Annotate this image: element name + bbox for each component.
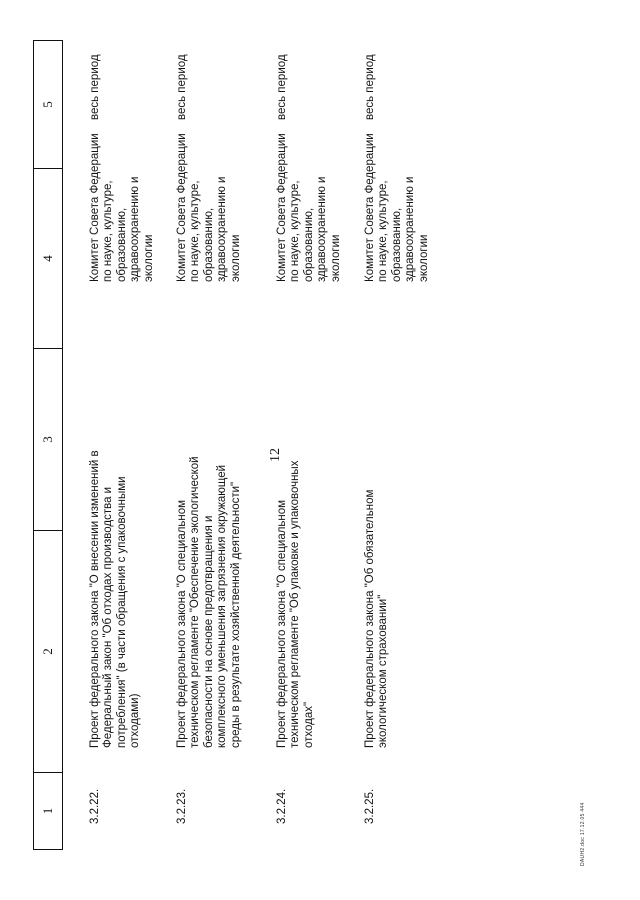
row-number: 3.2.22. [89, 788, 101, 824]
plan-table [33, 40, 603, 850]
page-number: 12 [268, 448, 283, 462]
row-number: 3.2.24. [276, 788, 288, 824]
row-responsible: Комитет Совета Федерации по науке, культуре, образованию, здравоохранению и экологии [364, 133, 430, 282]
column-divider [34, 348, 62, 349]
row-period: весь период [364, 54, 376, 120]
row-period: весь период [176, 54, 188, 120]
table-header [33, 40, 63, 850]
row-title: Проект федерального закона "О специальном техническом регламенте "Обеспечение экологической безопасности на основе предотвращения и комплексного уменьшения загрязнения окружающей среды в результате хозяйственной деятельности" [176, 456, 242, 748]
column-header-2: 2 [40, 648, 55, 655]
row-period: весь период [276, 54, 288, 120]
column-divider [34, 772, 62, 773]
row-responsible: Комитет Совета Федерации по науке, культуре, образованию, здравоохранению и экологии [89, 133, 155, 282]
footer-stamp: DAUH2.doc 17.12.05 444 [580, 802, 586, 866]
row-responsible: Комитет Совета Федерации по науке, культуре, образованию, здравоохранению и экологии [176, 133, 242, 282]
row-responsible: Комитет Совета Федерации по науке, культуре, образованию, здравоохранению и экологии [276, 133, 342, 282]
row-number: 3.2.23. [176, 788, 188, 824]
column-header-1: 1 [40, 807, 55, 815]
row-period: весь период [89, 54, 101, 120]
column-divider [34, 530, 62, 531]
column-header-4: 4 [40, 255, 55, 262]
column-divider [34, 168, 62, 169]
column-header-3: 3 [40, 436, 55, 443]
column-header-5: 5 [40, 101, 55, 108]
row-title: Проект федерального закона "О специальном техническом регламенте "Об упаковке и упаковочных отходах" [276, 460, 315, 748]
row-title: Проект федерального закона "Об обязательном экологическом страховании" [364, 489, 390, 748]
row-number: 3.2.25. [364, 788, 376, 824]
row-title: Проект федерального закона "О внесении изменений в Федеральный закон "Об отходах производства и потребления" (в части обращения с упаковочными отходами) [89, 450, 142, 748]
